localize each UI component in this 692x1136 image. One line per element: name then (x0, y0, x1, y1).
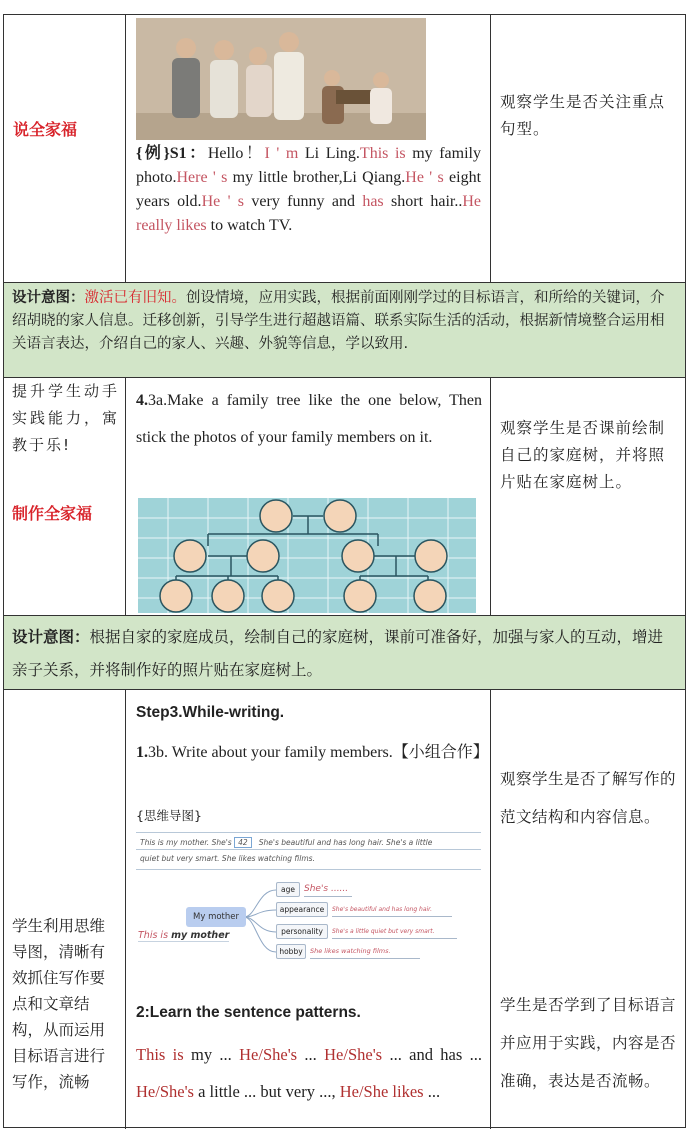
task2-number: 2: (136, 1004, 150, 1021)
row2-task (136, 382, 482, 456)
family-photo-image (136, 18, 426, 140)
row1-right-cell (491, 15, 687, 282)
design-intent-2 (4, 616, 685, 690)
pattern-highlight: He/She's (324, 1045, 383, 1064)
pattern-highlight: He/She's (239, 1045, 298, 1064)
mm-this-is (138, 930, 229, 942)
row3-observation-1: 观察学生是否了解写作的范文结构和内容信息。 (500, 770, 677, 826)
example-text: Li Ling. (298, 145, 360, 162)
pattern-text: ... (297, 1045, 325, 1064)
pattern-highlight: He ' s (405, 169, 444, 186)
mindmap-figure (136, 832, 481, 987)
pattern-text: ... and has ... (382, 1045, 482, 1064)
row1-observation: 观察学生是否关注重点句型。 (500, 93, 666, 138)
row2-left-title: 制作全家福 (12, 504, 93, 523)
row3-left-cell (4, 690, 126, 1129)
mm-line1a: This is my mother. She's (140, 838, 232, 847)
pattern-highlight: He ' s (201, 193, 245, 210)
design1-label: 设计意图： (12, 290, 85, 306)
row2-left-text: 提升学生动手实践能力，寓教于乐! (12, 382, 119, 454)
mm-center-node: My mother (186, 907, 246, 927)
pattern-highlight: He/She likes (339, 1082, 424, 1101)
mm-line2: quiet but very smart. She likes watching films. (140, 854, 315, 863)
row3-left-text: 学生利用思维导图，清晰有效抓住写作要点和文章结构，从而运用目标语言进行写作，流畅 (12, 917, 106, 1091)
pattern-highlight: This is (136, 1045, 184, 1064)
mm-hobby-value: She likes watching films. (310, 944, 420, 959)
row2-right-cell (491, 378, 687, 615)
row-family-tree (4, 378, 685, 616)
example-text: to watch TV. (206, 217, 293, 234)
mm-line1c: She's beautiful and has long hair. She's a little (258, 838, 433, 847)
pattern-highlight: Here ' s (176, 169, 228, 186)
design2-body: 根据自家的家庭成员，绘制自己的家庭树，课前可准备好，加强与家人的互动，增进亲子关系，并将制作好的照片贴在家庭树上。 (12, 628, 664, 679)
pattern-highlight: has (362, 193, 384, 210)
pattern-highlight: He/She's (136, 1082, 194, 1101)
example-text: short hair.. (383, 193, 463, 210)
row2-observation: 观察学生是否课前绘制自己的家庭树，并将照片贴在家庭树上。 (500, 419, 666, 491)
pattern-text: ... (423, 1082, 441, 1101)
row1-left-title: 说全家福 (13, 120, 78, 139)
mm-mymother: my mother (171, 930, 230, 941)
task1-number: 1. (136, 744, 148, 761)
row1-example-text (136, 142, 481, 238)
pattern-text: my ... (183, 1045, 240, 1064)
pattern-highlight: I ' m (264, 145, 299, 162)
mm-age-box: 42 (234, 837, 252, 848)
task2 (136, 1004, 361, 1022)
design2-text (12, 621, 677, 687)
mm-this: This is (138, 930, 169, 941)
row1-left-cell (4, 15, 126, 282)
mm-age-value: She's ...... (304, 881, 352, 897)
family-tree-image (138, 498, 476, 613)
row2-mid-cell (126, 378, 491, 615)
design-intent-1 (4, 283, 685, 378)
example-text: my little brother,Li Qiang. (227, 169, 406, 186)
row-family-photo (4, 15, 685, 283)
example-text: Hello！ (207, 145, 265, 162)
task-number: 4. (136, 392, 148, 409)
mindmap-label: {思维导图} (136, 808, 202, 823)
design1-body: 创设情境，应用实践，根据前面刚刚学过的目标语言，和所给的关键词，介绍胡晓的家人信息。迁移创新，引导学生进行超越语篇、联系实际生活的活动，根据新情境整合运用相关语言表达，介绍自己的家人、兴趣、外貌等信息，学以致用. (12, 290, 665, 352)
row1-mid-cell (126, 15, 491, 282)
row-while-writing (4, 690, 685, 1129)
example-text: my family photo. (136, 145, 481, 186)
task-text: 3a.Make a family tree like the one below, Then stick the photos of your family members on it. (136, 392, 482, 446)
row3-right-cell (491, 690, 687, 1129)
lesson-table (3, 14, 686, 1128)
design2-label: 设计意图： (12, 628, 90, 646)
design1-text (12, 287, 677, 356)
mm-branch-age: age (276, 882, 300, 897)
row3-mid-cell (126, 690, 491, 1129)
mm-branch-appearance: appearance (276, 902, 328, 917)
step-title: Step3.While-writing. (136, 704, 285, 721)
pattern-highlight: This is (359, 145, 406, 162)
design1-highlight: 激活已有旧知。 (84, 290, 186, 306)
sentence-patterns (136, 1036, 482, 1110)
pattern-highlight: He really likes (136, 193, 482, 234)
pattern-text: a little ... but very ..., (193, 1082, 340, 1101)
example-text: very funny and (244, 193, 363, 210)
mm-personality-value: She's a little quiet but very smart. (332, 924, 457, 939)
mm-branch-personality: personality (276, 924, 328, 939)
mm-appearance-value: She's beautiful and has long hair. (332, 902, 452, 917)
task1 (136, 736, 489, 769)
example-label: {例}S1： (136, 145, 208, 162)
example-text: eight years old. (136, 169, 482, 210)
mm-branch-hobby: hobby (276, 944, 306, 959)
row2-left-cell (4, 378, 126, 615)
task2-text: Learn the sentence patterns. (149, 1004, 361, 1021)
task1-text: 3b. Write about your family members.【小组合作】 (148, 744, 489, 761)
row3-observation-2: 学生是否学到了目标语言并应用于实践，内容是否准确，表达是否流畅。 (500, 996, 677, 1090)
